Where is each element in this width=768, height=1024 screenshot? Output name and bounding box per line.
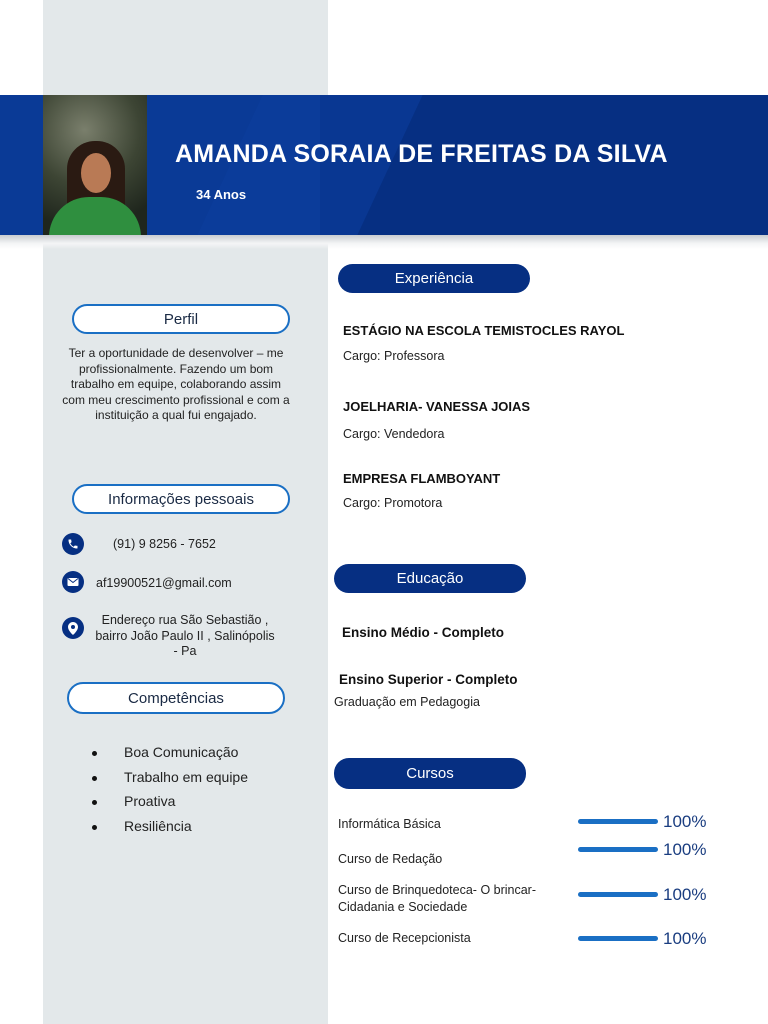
profile-photo: [43, 95, 147, 235]
skill-item: Proativa: [90, 793, 248, 818]
course-progress-bar: [578, 819, 658, 824]
skill-item: Boa Comunicação: [90, 744, 248, 769]
mail-icon: [62, 571, 84, 593]
course-name: Curso de Brinquedoteca- O brincar- Cidadania e Sociedade: [338, 883, 537, 914]
course-percent: 100%: [663, 929, 707, 948]
course-progress-bar: [578, 936, 658, 941]
location-pin-icon: [62, 617, 84, 639]
email-address: af19900521@gmail.com: [96, 576, 232, 590]
experience-heading: Experiência: [338, 264, 530, 293]
course-percent: 100%: [663, 812, 707, 831]
profile-text: Ter a oportunidade de desenvolver – me profissionalmente. Fazendo um bom trabalho em equipe, colaborando assim com meu crescimento profissional e com a instituição a qual fui engajado.: [62, 346, 290, 422]
education-title: Ensino Médio - Completo: [342, 625, 504, 640]
photo-face-shape: [81, 153, 111, 193]
course-progress-bar: [578, 847, 658, 852]
skills-list: [90, 744, 248, 843]
personal-info-heading: Informações pessoais: [72, 484, 290, 514]
phone-number: (91) 9 8256 - 7652: [113, 537, 216, 551]
course-percent: 100%: [663, 885, 707, 904]
course-progress-bar: [578, 892, 658, 897]
experience-role: Cargo: Vendedora: [343, 427, 445, 441]
experience-role: Cargo: Professora: [343, 349, 445, 363]
phone-icon: [62, 533, 84, 555]
photo-body-shape: [49, 197, 141, 235]
experience-role: Cargo: Promotora: [343, 496, 443, 510]
profile-heading: Perfil: [72, 304, 290, 334]
education-title: Ensino Superior - Completo: [339, 672, 518, 687]
education-detail: Graduação em Pedagogia: [334, 695, 480, 709]
header-shadow: [0, 235, 768, 249]
experience-title: EMPRESA FLAMBOYANT: [343, 471, 501, 486]
candidate-age: 34 Anos: [196, 187, 247, 202]
experience-title: JOELHARIA- VANESSA JOIAS: [343, 399, 531, 414]
skill-item: Trabalho em equipe: [90, 769, 248, 794]
course-name: Informática Básica: [338, 817, 441, 831]
experience-title: ESTÁGIO NA ESCOLA TEMISTOCLES RAYOL: [343, 323, 625, 338]
courses-heading: Cursos: [334, 758, 526, 789]
skills-heading: Competências: [67, 682, 285, 714]
course-name: Curso de Redação: [338, 852, 443, 866]
address-text: Endereço rua São Sebastião , bairro João Paulo II , Salinópolis - Pa: [95, 613, 275, 658]
course-name: Curso de Recepcionista: [338, 931, 471, 945]
skill-item: Resiliência: [90, 818, 248, 843]
education-heading: Educação: [334, 564, 526, 593]
course-percent: 100%: [663, 840, 707, 859]
candidate-name: AMANDA SORAIA DE FREITAS DA SILVA: [175, 140, 668, 168]
